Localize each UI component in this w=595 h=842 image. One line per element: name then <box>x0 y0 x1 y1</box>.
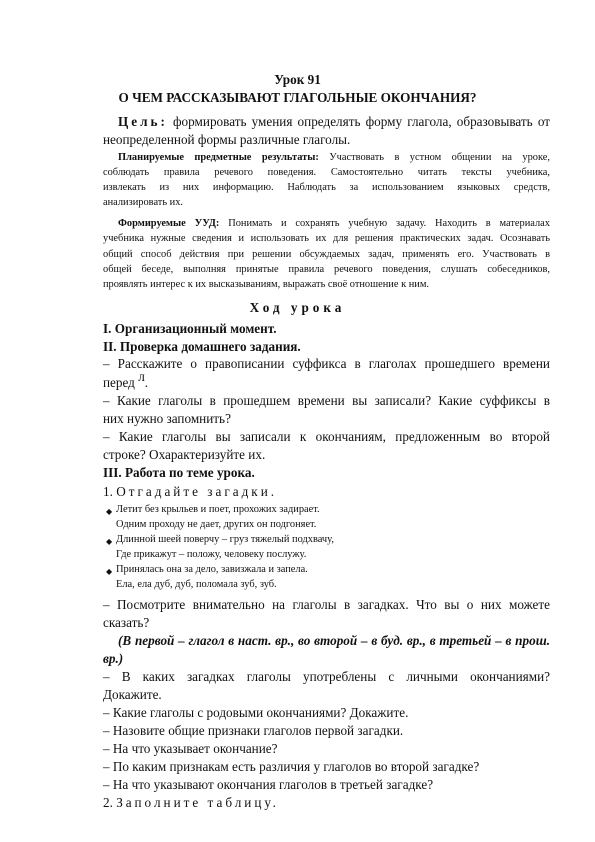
task-1-question-2-line-2: Докажите. <box>103 687 162 702</box>
progress-heading: Ход урока <box>249 300 346 315</box>
task-1-question-5: – На что указывает окончание? <box>103 741 278 756</box>
homework-question-2-line-1: – Какие глаголы в прошедшем времени вы записали? Какие суффиксы в <box>103 393 550 408</box>
task-2-heading: 2. Заполните таблицу. <box>103 795 279 810</box>
task-1-question-1-line-1: – Посмотрите внимательно на глаголы в загадках. Что вы о них можете <box>103 597 550 612</box>
homework-question-1-line-2: перед л. <box>103 369 149 390</box>
letter-l: л <box>138 369 145 384</box>
planned-label: Планируемые предметные результаты: <box>118 152 319 163</box>
riddle-3-line-1: Принялась она за дело, завизжала и запела. <box>116 564 308 575</box>
section-1-heading: I. Организационный момент. <box>103 321 277 336</box>
section-2-heading: II. Проверка домашнего задания. <box>103 339 301 354</box>
lesson-number: Урок 91 <box>274 72 321 87</box>
goal-line-2: неопределенной формы различные глаголы. <box>103 132 351 147</box>
riddle-2-line-1: Длинной шеей поверчу – груз тяжелый подхвачу, <box>116 534 334 545</box>
task-1-answer-line-1: (В первой – глагол в наст. вр., во второй – в буд. вр., в третьей – в прош. <box>118 633 550 648</box>
task-1-question-6: – По каким признакам есть различия у глаголов во второй загадке? <box>103 759 480 774</box>
riddle-1-line-2: Одним проходу не дает, других он подгоняет. <box>116 519 317 530</box>
diamond-bullet-icon: ◆ <box>106 507 113 516</box>
homework-question-1-line-1: – Расскажите о правописании суффикса в глаголах прошедшего времени <box>103 356 550 371</box>
uud-line-2: учебника нужные сведения и использовать их для решения практических задач. Осознавать <box>103 233 550 244</box>
uud-line-3: общий способ действия при решении обсуждаемых задач, применять его. Участвовать в <box>103 249 550 260</box>
planned-line-4: анализировать их. <box>103 197 184 208</box>
uud-label: Формируемые УУД: <box>118 218 220 229</box>
task-1-question-4: – Назовите общие признаки глаголов первой загадки. <box>103 723 404 738</box>
uud-line-4: общей беседе, выполняя принятые правила речевого поведения, слушать собеседников, <box>103 264 550 275</box>
planned-line-2: соблюдать правила речевого поведения. Самостоятельно читать тексты учебника, <box>103 167 550 178</box>
riddle-1-line-1: Летит без крыльев и поет, прохожих задирает. <box>116 504 320 515</box>
task-1-question-1-line-2: сказать? <box>103 615 150 630</box>
planned-line-1: Планируемые предметные результаты: Участвовать в устном общении на уроке, <box>118 152 550 163</box>
section-3-heading: III. Работа по теме урока. <box>103 465 255 480</box>
goal-line-1: Цель: формировать умения определять форму глагола, образовывать от <box>118 114 550 129</box>
task-1-answer-line-2: вр.) <box>103 651 124 666</box>
homework-question-2-line-2: них нужно запомнить? <box>103 411 231 426</box>
uud-line-5: проявлять интерес к их высказываниям, выражать своё отношение к ним. <box>103 279 430 290</box>
planned-line-3: извлекать из них информацию. Наблюдать за использованием языковых средств, <box>103 182 550 193</box>
task-1-question-2-line-1: – В каких загадках глаголы употреблены с личными окончаниями? <box>103 669 550 684</box>
diamond-bullet-icon: ◆ <box>106 537 113 546</box>
homework-question-3-line-2: строке? Охарактеризуйте их. <box>103 447 266 462</box>
task-1-question-7: – На что указывают окончания глаголов в третьей загадке? <box>103 777 434 792</box>
goal-label: Цель: <box>118 114 168 129</box>
uud-line-1: Формируемые УУД: Понимать и сохранять учебную задачу. Находить в материалах <box>118 218 550 229</box>
task-2-label: Заполните таблицу. <box>116 795 279 810</box>
task-1-heading: 1. Отгадайте загадки. <box>103 484 278 499</box>
task-1-question-3: – Какие глаголы с родовыми окончаниями? Докажите. <box>103 705 409 720</box>
task-1-label: Отгадайте загадки. <box>116 484 278 499</box>
homework-question-3-line-1: – Какие глаголы вы записали к окончаниям, предложенным во второй <box>103 429 550 444</box>
riddle-3-line-2: Ела, ела дуб, дуб, поломала зуб, зуб. <box>116 579 277 590</box>
riddle-2-line-2: Где прикажут – положу, человеку послужу. <box>116 549 307 560</box>
diamond-bullet-icon: ◆ <box>106 567 113 576</box>
lesson-title: О ЧЕМ РАССКАЗЫВАЮТ ГЛАГОЛЬНЫЕ ОКОНЧАНИЯ? <box>118 90 477 105</box>
